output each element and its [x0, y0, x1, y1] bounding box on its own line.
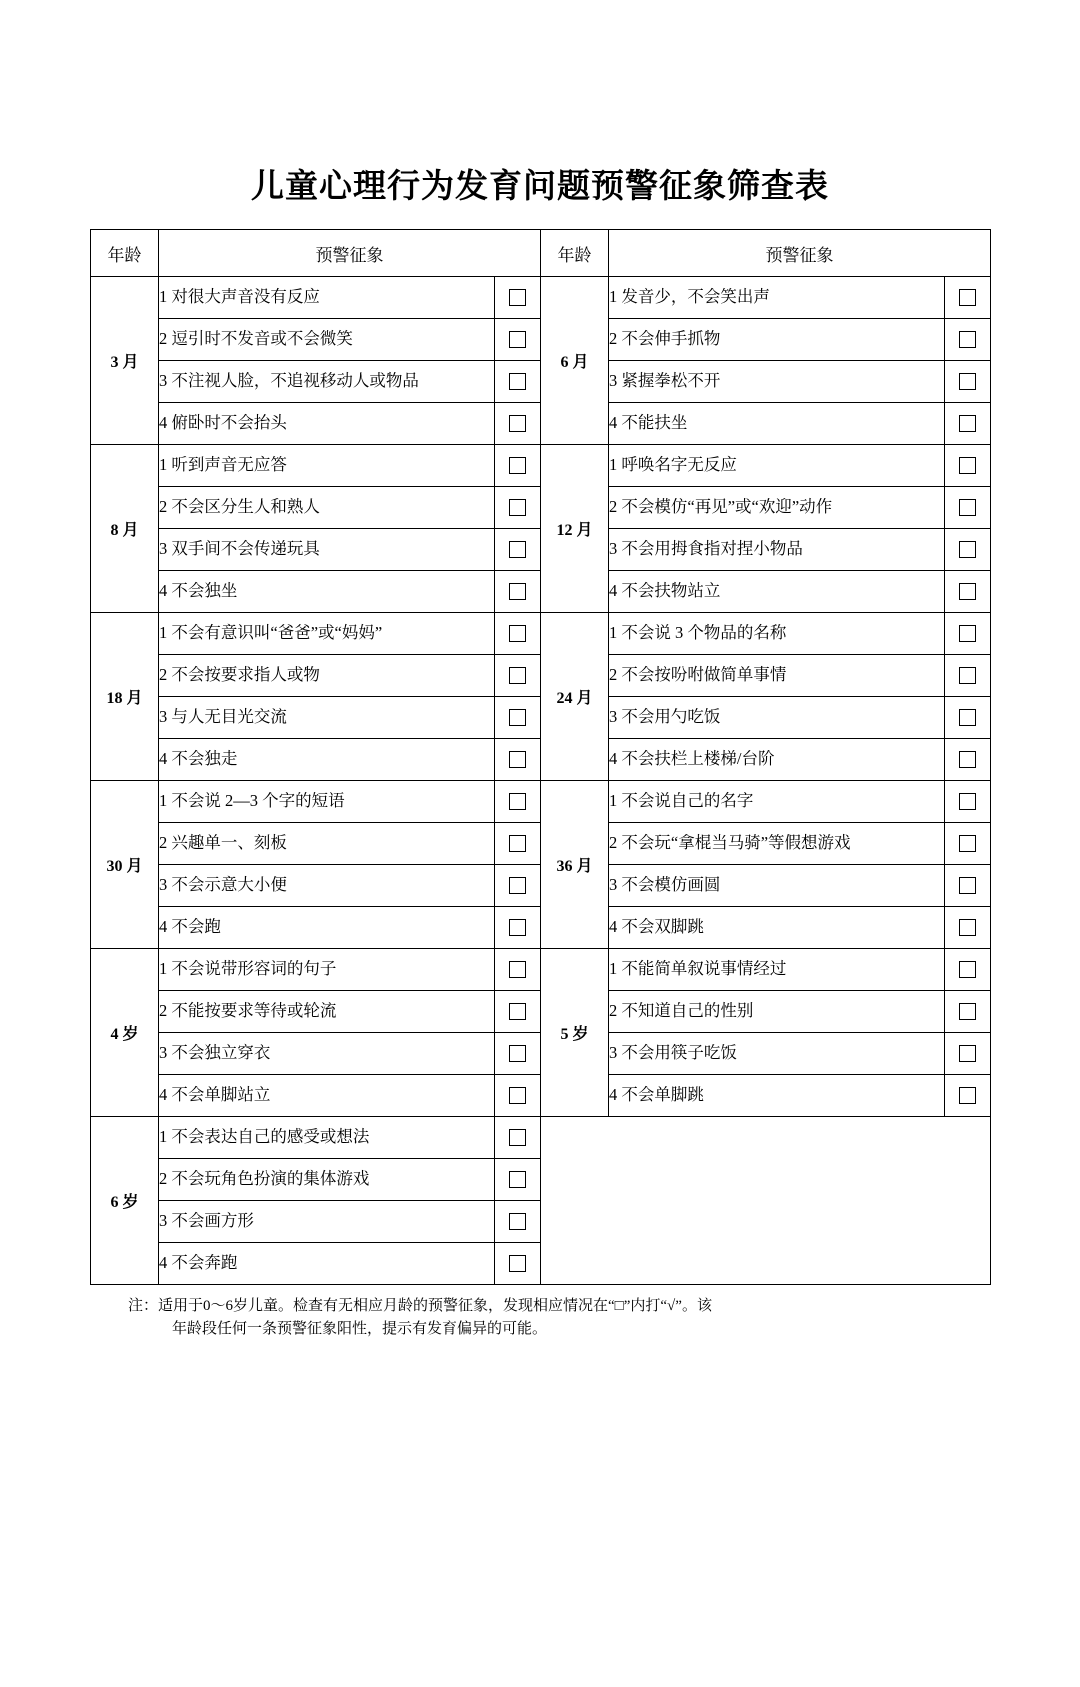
footnote-label: 注：: [128, 1298, 159, 1314]
checkbox-icon[interactable]: [509, 751, 526, 768]
checkbox-cell[interactable]: [495, 991, 541, 1033]
checkbox-cell[interactable]: [495, 571, 541, 613]
checkbox-cell[interactable]: [945, 865, 991, 907]
checkbox-icon[interactable]: [509, 373, 526, 390]
checkbox-icon[interactable]: [509, 877, 526, 894]
footnote: [90, 1295, 990, 1342]
checkbox-cell[interactable]: [495, 1075, 541, 1117]
checkbox-icon[interactable]: [959, 709, 976, 726]
page-title: 儿童心理行为发育问题预警征象筛查表: [251, 169, 829, 205]
age-cell: 18 月: [91, 613, 159, 781]
checkbox-icon[interactable]: [959, 625, 976, 642]
checkbox-icon[interactable]: [959, 331, 976, 348]
warning-sign-item: 4 不会单脚站立: [159, 1075, 495, 1117]
checkbox-cell[interactable]: [945, 571, 991, 613]
checkbox-cell[interactable]: [945, 781, 991, 823]
checkbox-cell[interactable]: [495, 361, 541, 403]
warning-sign-item: 1 不会说 3 个物品的名称: [609, 613, 945, 655]
warning-sign-item: 2 不能按要求等待或轮流: [159, 991, 495, 1033]
warning-sign-item: 4 不会独坐: [159, 571, 495, 613]
checkbox-cell[interactable]: [495, 1243, 541, 1285]
checkbox-cell[interactable]: [945, 697, 991, 739]
header-sign-left: 预警征象: [159, 230, 541, 277]
warning-sign-item: 3 紧握拳松不开: [609, 361, 945, 403]
checkbox-icon[interactable]: [509, 1087, 526, 1104]
checkbox-cell[interactable]: [495, 655, 541, 697]
warning-sign-item: 4 不会跑: [159, 907, 495, 949]
checkbox-cell[interactable]: [495, 1117, 541, 1159]
checkbox-cell[interactable]: [945, 319, 991, 361]
warning-sign-item: 4 不会奔跑: [159, 1243, 495, 1285]
warning-sign-item: 3 不会用勺吃饭: [609, 697, 945, 739]
checkbox-cell[interactable]: [495, 487, 541, 529]
age-cell: 8 月: [91, 445, 159, 613]
checkbox-icon[interactable]: [509, 625, 526, 642]
warning-sign-item: 1 不能简单叙说事情经过: [609, 949, 945, 991]
warning-sign-item: 4 不能扶坐: [609, 403, 945, 445]
checkbox-icon[interactable]: [959, 541, 976, 558]
warning-sign-item: 4 不会独走: [159, 739, 495, 781]
checkbox-cell[interactable]: [495, 403, 541, 445]
table-row: [91, 613, 991, 655]
footnote-line1: 适用于0～6岁儿童。检查有无相应月龄的预警征象，发现相应情况在“□”内打“√”。该: [158, 1298, 712, 1314]
table-header: [91, 230, 991, 277]
checkbox-icon[interactable]: [959, 877, 976, 894]
warning-sign-item: 3 不会用拇食指对捏小物品: [609, 529, 945, 571]
checkbox-cell[interactable]: [945, 949, 991, 991]
table-row: [91, 445, 991, 487]
warning-sign-item: 2 不会模仿“再见”或“欢迎”动作: [609, 487, 945, 529]
footnote-line2: 年龄段任何一条预警征象阳性，提示有发育偏异的可能。: [172, 1321, 548, 1338]
checkbox-cell[interactable]: [945, 739, 991, 781]
checkbox-cell[interactable]: [945, 655, 991, 697]
empty-cell: [541, 1117, 991, 1285]
checkbox-cell[interactable]: [495, 529, 541, 571]
age-cell: 24 月: [541, 613, 609, 781]
checkbox-icon[interactable]: [509, 289, 526, 306]
checkbox-cell[interactable]: [945, 823, 991, 865]
checkbox-cell[interactable]: [945, 277, 991, 319]
checkbox-icon[interactable]: [959, 667, 976, 684]
checkbox-icon[interactable]: [509, 583, 526, 600]
checkbox-cell[interactable]: [945, 403, 991, 445]
age-cell: 36 月: [541, 781, 609, 949]
checkbox-cell[interactable]: [495, 949, 541, 991]
checkbox-icon[interactable]: [959, 1087, 976, 1104]
checkbox-cell[interactable]: [495, 865, 541, 907]
checkbox-icon[interactable]: [959, 415, 976, 432]
table-body: [91, 277, 991, 1285]
warning-sign-item: 4 不会扶栏上楼梯/台阶: [609, 739, 945, 781]
warning-sign-item: 1 听到声音无应答: [159, 445, 495, 487]
checkbox-icon[interactable]: [509, 919, 526, 936]
warning-sign-item: 1 发音少，不会笑出声: [609, 277, 945, 319]
checkbox-icon[interactable]: [509, 499, 526, 516]
warning-sign-item: 2 不会玩“拿棍当马骑”等假想游戏: [609, 823, 945, 865]
checkbox-cell[interactable]: [495, 613, 541, 655]
table-row: [91, 949, 991, 991]
warning-sign-item: 1 对很大声音没有反应: [159, 277, 495, 319]
checkbox-icon[interactable]: [959, 457, 976, 474]
checkbox-cell[interactable]: [945, 361, 991, 403]
table-row: [91, 1117, 991, 1159]
table-row: [91, 781, 991, 823]
age-cell: 3 月: [91, 277, 159, 445]
checkbox-cell[interactable]: [945, 613, 991, 655]
checkbox-cell[interactable]: [495, 823, 541, 865]
table-row: [91, 277, 991, 319]
checkbox-icon[interactable]: [509, 1045, 526, 1062]
checkbox-icon[interactable]: [959, 751, 976, 768]
age-cell: 5 岁: [541, 949, 609, 1117]
checkbox-cell[interactable]: [495, 739, 541, 781]
checkbox-icon[interactable]: [509, 1129, 526, 1146]
warning-sign-item: 1 不会说带形容词的句子: [159, 949, 495, 991]
warning-sign-item: 2 不会玩角色扮演的集体游戏: [159, 1159, 495, 1201]
warning-sign-item: 2 不会按吩咐做简单事情: [609, 655, 945, 697]
age-cell: 6 岁: [91, 1117, 159, 1285]
checkbox-icon[interactable]: [959, 961, 976, 978]
checkbox-cell[interactable]: [945, 991, 991, 1033]
checkbox-cell[interactable]: [945, 529, 991, 571]
checkbox-icon[interactable]: [959, 793, 976, 810]
checkbox-cell[interactable]: [945, 1075, 991, 1117]
checkbox-icon[interactable]: [509, 1171, 526, 1188]
checkbox-icon[interactable]: [509, 1255, 526, 1272]
checkbox-cell[interactable]: [945, 487, 991, 529]
checkbox-cell[interactable]: [945, 445, 991, 487]
checkbox-icon[interactable]: [509, 793, 526, 810]
warning-sign-item: 3 不会示意大小便: [159, 865, 495, 907]
header-sign-right: 预警征象: [609, 230, 991, 277]
warning-sign-item: 3 不会独立穿衣: [159, 1033, 495, 1075]
checkbox-icon[interactable]: [509, 835, 526, 852]
age-cell: 4 岁: [91, 949, 159, 1117]
checkbox-icon[interactable]: [509, 709, 526, 726]
checkbox-icon[interactable]: [959, 835, 976, 852]
warning-sign-item: 3 不会模仿画圆: [609, 865, 945, 907]
checkbox-cell[interactable]: [495, 1201, 541, 1243]
warning-sign-item: 1 不会有意识叫“爸爸”或“妈妈”: [159, 613, 495, 655]
checkbox-icon[interactable]: [959, 919, 976, 936]
header-age-right: 年龄: [541, 230, 609, 277]
checkbox-icon[interactable]: [959, 1003, 976, 1020]
checkbox-icon[interactable]: [959, 583, 976, 600]
warning-sign-item: 3 不会画方形: [159, 1201, 495, 1243]
checkbox-cell[interactable]: [495, 319, 541, 361]
warning-sign-item: 4 不会双脚跳: [609, 907, 945, 949]
warning-sign-item: 2 不会按要求指人或物: [159, 655, 495, 697]
warning-sign-item: 2 不会区分生人和熟人: [159, 487, 495, 529]
checkbox-cell[interactable]: [945, 907, 991, 949]
warning-sign-item: 4 不会扶物站立: [609, 571, 945, 613]
age-cell: 12 月: [541, 445, 609, 613]
warning-sign-item: 1 不会说自己的名字: [609, 781, 945, 823]
checkbox-icon[interactable]: [509, 961, 526, 978]
checkbox-icon[interactable]: [959, 373, 976, 390]
age-cell: 30 月: [91, 781, 159, 949]
checkbox-icon[interactable]: [509, 541, 526, 558]
checkbox-cell[interactable]: [495, 907, 541, 949]
checkbox-cell[interactable]: [495, 1159, 541, 1201]
checkbox-cell[interactable]: [495, 1033, 541, 1075]
checkbox-icon[interactable]: [509, 457, 526, 474]
warning-sign-item: 1 呼唤名字无反应: [609, 445, 945, 487]
checkbox-icon[interactable]: [959, 499, 976, 516]
checkbox-icon[interactable]: [509, 415, 526, 432]
warning-sign-item: 2 兴趣单一、刻板: [159, 823, 495, 865]
warning-sign-item: 4 俯卧时不会抬头: [159, 403, 495, 445]
warning-sign-item: 2 逗引时不发音或不会微笑: [159, 319, 495, 361]
warning-sign-item: 1 不会说 2—3 个字的短语: [159, 781, 495, 823]
header-age-left: 年龄: [91, 230, 159, 277]
warning-sign-item: 3 与人无目光交流: [159, 697, 495, 739]
warning-sign-item: 3 双手间不会传递玩具: [159, 529, 495, 571]
warning-sign-item: 4 不会单脚跳: [609, 1075, 945, 1117]
screening-table: [90, 229, 991, 1285]
checkbox-cell[interactable]: [495, 781, 541, 823]
warning-sign-item: 3 不会用筷子吃饭: [609, 1033, 945, 1075]
document-page: [0, 160, 1080, 1687]
checkbox-icon[interactable]: [959, 1045, 976, 1062]
checkbox-cell[interactable]: [495, 697, 541, 739]
checkbox-cell[interactable]: [945, 1033, 991, 1075]
checkbox-icon[interactable]: [509, 1213, 526, 1230]
age-cell: 6 月: [541, 277, 609, 445]
checkbox-icon[interactable]: [509, 667, 526, 684]
checkbox-cell[interactable]: [495, 277, 541, 319]
checkbox-cell[interactable]: [495, 445, 541, 487]
checkbox-icon[interactable]: [509, 1003, 526, 1020]
warning-sign-item: 2 不知道自己的性别: [609, 991, 945, 1033]
checkbox-icon[interactable]: [959, 289, 976, 306]
warning-sign-item: 1 不会表达自己的感受或想法: [159, 1117, 495, 1159]
checkbox-icon[interactable]: [509, 331, 526, 348]
warning-sign-item: 3 不注视人脸，不追视移动人或物品: [159, 361, 495, 403]
warning-sign-item: 2 不会伸手抓物: [609, 319, 945, 361]
